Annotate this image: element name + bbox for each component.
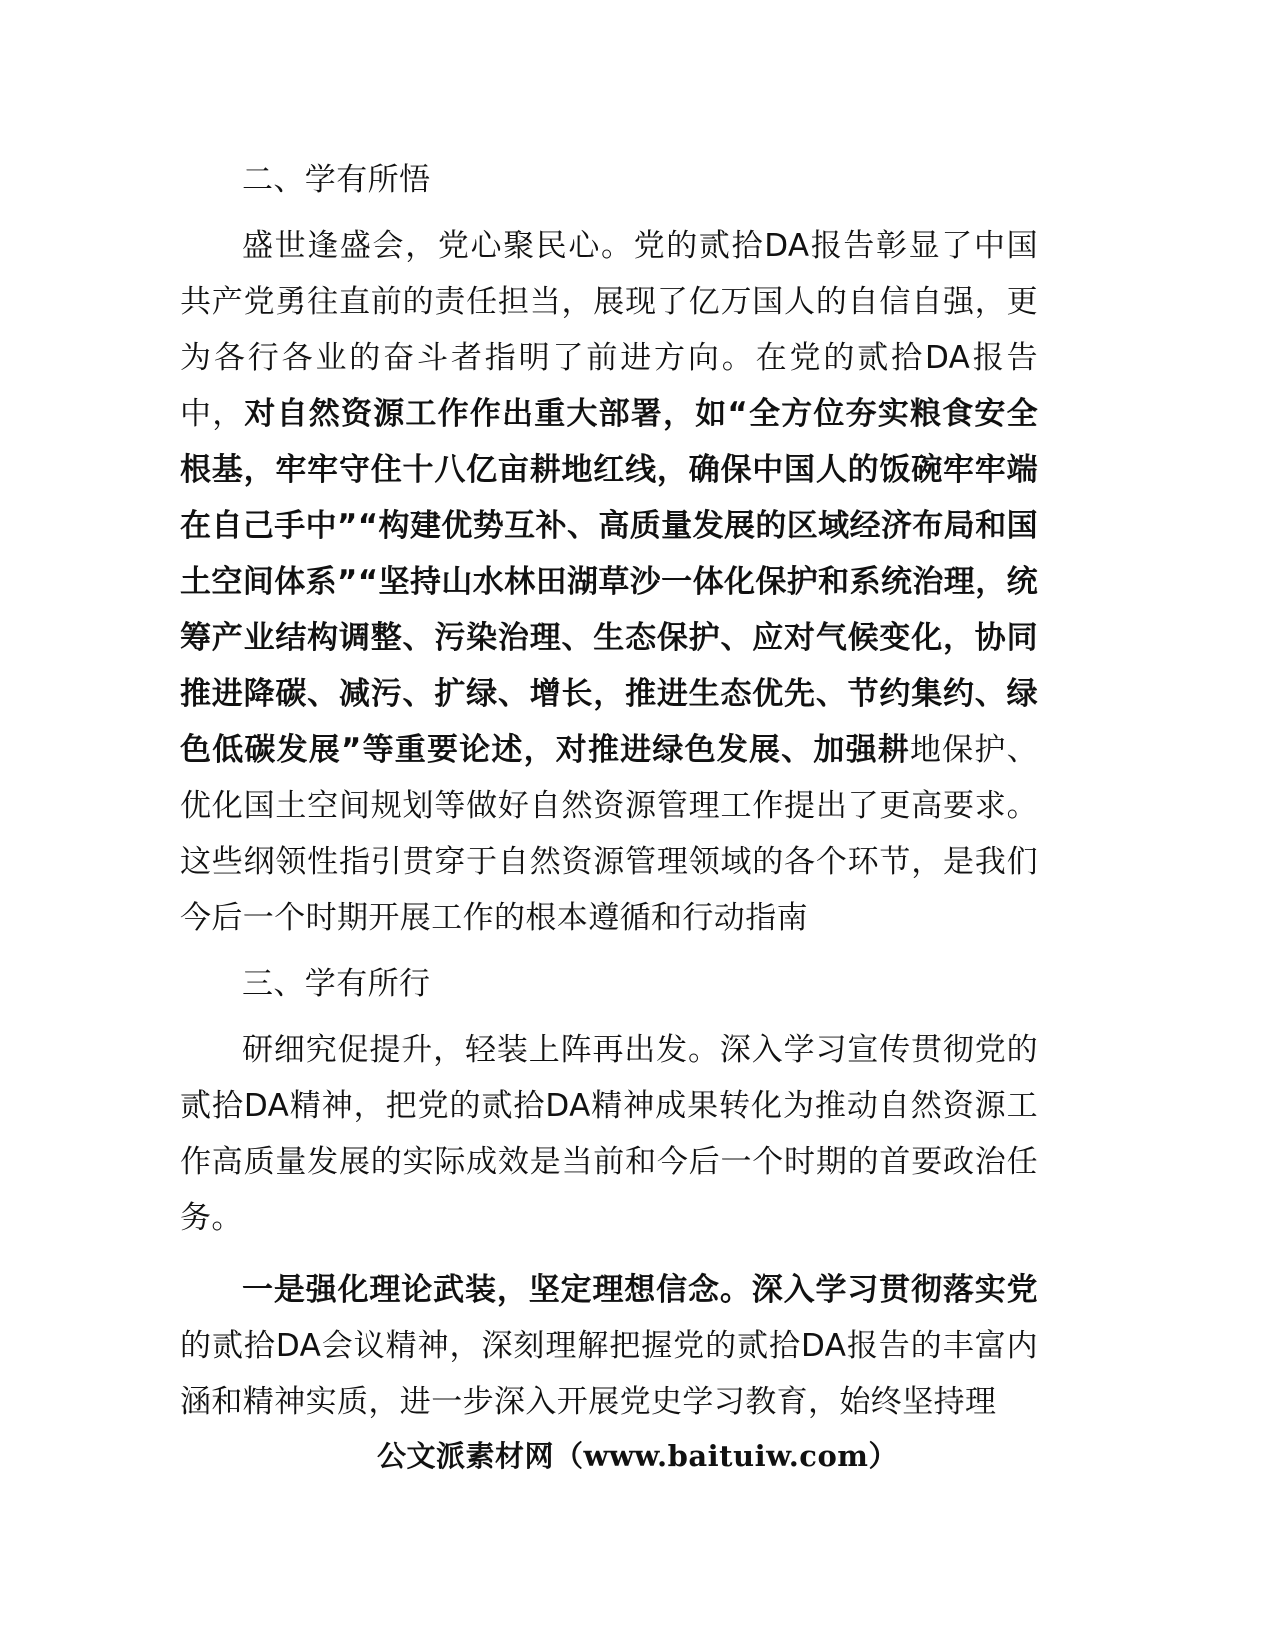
section-heading-3: 三、学有所行 [242,966,431,1002]
section-heading-2: 二、学有所悟 [242,162,431,198]
paragraph-1-text-b: 地保护、优化国土空间规划等做好自然资源管理工作提出了更高要求。这些纲领性指引贯穿于自然资源管理领域的各个环节，是我们今后一个时期开展工作的根本遵循和行动指南 [180,732,1038,936]
paragraph-1-bold-a: 对自然资源工作作出重大部署，如 [244,396,728,432]
paragraph-1-text-a: 盛世逢盛会，党心聚民心。党的贰拾DA报告彰显了中国共产党勇往直前的责任担当，展现了亿万国人的自信自强，更为各行各业的奋斗者指明了前进方向。在党的贰拾DA报告中， [180,228,1038,432]
paragraph-3-bold-lead: 一是强化理论武装，坚定理想信念。深入学习贯彻落实党 [242,1272,1038,1308]
paragraph-1-bold-b: 等重要论述，对推进绿色发展、加强耕 [361,732,910,768]
document-body [180,152,1038,1430]
footer-watermark: 公文派素材网（www.baituiw.com） [377,1439,898,1473]
paragraph-3-text: 的贰拾DA会议精神，深刻理解把握党的贰拾DA报告的丰富内涵和精神实质，进一步深入开展党史学习教育，始终坚持理 [180,1328,1038,1420]
paragraph-1-quote-block: “全方位夯实粮食安全根基，牢牢守住十八亿亩耕地红线，确保中国人的饭碗牢牢端在自己手中”“构建优势互补、高质量发展的区域经济布局和国土空间体系”“坚持山水林田湖草沙一体化保护和系统治理，统筹产业结构调整、污染治理、生态保护、应对气候变化，协同推进降碳、减污、扩绿、增长，推进生态优先、节约集约、绿色低碳发展” [180,396,1038,768]
paragraph-2: 研细究促提升，轻装上阵再出发。深入学习宣传贯彻党的贰拾DA精神，把党的贰拾DA精神成果转化为推动自然资源工作高质量发展的实际成效是当前和今后一个时期的首要政治任务。 [180,1032,1038,1236]
paragraph-3 [180,1262,1038,1430]
paragraph-1 [180,218,1038,946]
